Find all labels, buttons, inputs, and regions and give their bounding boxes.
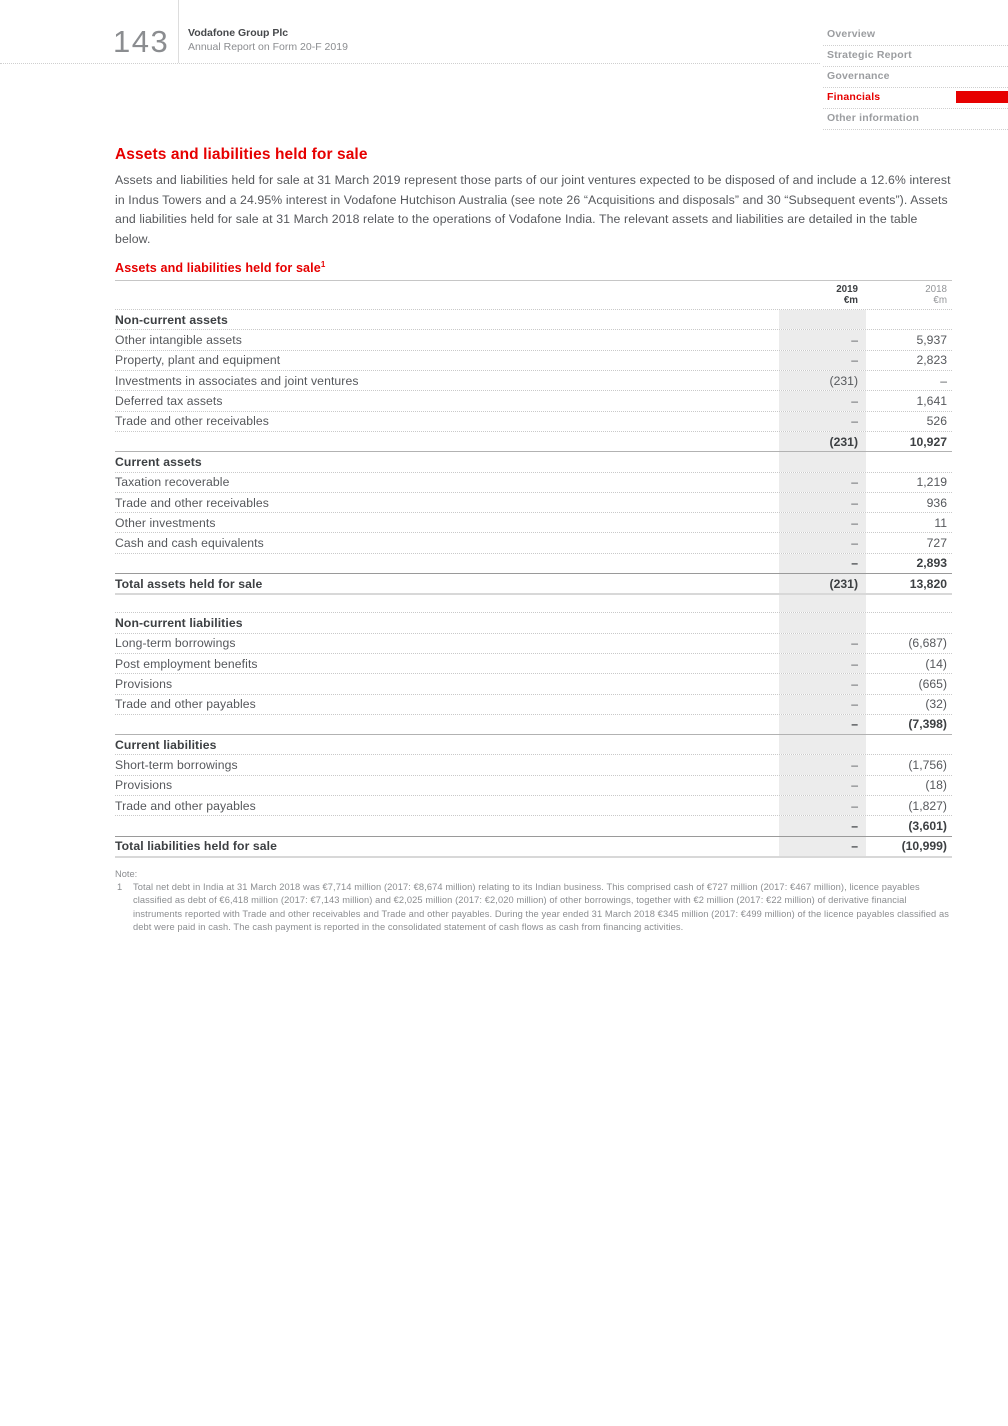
page-number: 143 bbox=[113, 24, 170, 59]
note-label: Note: bbox=[115, 868, 138, 879]
table-body bbox=[115, 309, 952, 858]
row-label: Trade and other receivables bbox=[115, 414, 270, 429]
value-2018: (10,999) bbox=[901, 839, 947, 854]
value-2018: 936 bbox=[926, 495, 947, 510]
row-label: Trade and other receivables bbox=[115, 495, 270, 510]
value-2019 bbox=[779, 452, 866, 471]
row-label: Provisions bbox=[115, 676, 173, 691]
nav-item-other-information[interactable] bbox=[823, 109, 1008, 130]
header-divider bbox=[178, 0, 179, 63]
table-row bbox=[115, 815, 952, 835]
row-label: Property, plant and equipment bbox=[115, 353, 281, 368]
table-row bbox=[115, 775, 952, 795]
note-marker: 1 bbox=[117, 881, 123, 892]
value-2019: – bbox=[779, 654, 866, 673]
table-row bbox=[115, 694, 952, 714]
table-title-note-ref: 1 bbox=[320, 260, 326, 269]
row-label: Other intangible assets bbox=[115, 333, 242, 348]
row-label: Short-term borrowings bbox=[115, 758, 238, 773]
value-2019: – bbox=[779, 554, 866, 573]
value-2018: (3,601) bbox=[908, 818, 947, 833]
row-label: Other investments bbox=[115, 515, 216, 530]
brand-block bbox=[188, 27, 348, 54]
table-row bbox=[115, 653, 952, 673]
value-2019: – bbox=[779, 412, 866, 431]
value-2018 bbox=[866, 735, 952, 754]
table-row bbox=[115, 633, 952, 653]
table-section-row bbox=[115, 309, 952, 329]
row-label: Cash and cash equivalents bbox=[115, 536, 264, 551]
row-label: Taxation recoverable bbox=[115, 475, 230, 490]
table-row bbox=[115, 329, 952, 349]
table-row bbox=[115, 795, 952, 815]
value-2019: (231) bbox=[779, 432, 866, 451]
unit-2018: €m bbox=[933, 295, 947, 307]
value-2018: 1,641 bbox=[916, 394, 947, 409]
value-2019: – bbox=[779, 695, 866, 714]
header-rule bbox=[0, 63, 820, 64]
row-label: Total assets held for sale bbox=[115, 576, 263, 591]
active-section-bar bbox=[956, 91, 1008, 103]
nav-item-strategic-report[interactable] bbox=[823, 46, 1008, 67]
row-label: Non-current liabilities bbox=[115, 615, 243, 630]
column-header-2019 bbox=[779, 284, 866, 306]
row-label bbox=[115, 715, 779, 734]
row-label: Long-term borrowings bbox=[115, 636, 236, 651]
table-row bbox=[115, 492, 952, 512]
note-text: Total net debt in India at 31 March 2018 was €7,714 million (2017: €8,674 million) relating to its Indian business. This comprised cash of €727 million (2017: €467 million), licence payables classified as debt of €6,418 million (2017: €7,143 million) and €2,025 million (2017: €2,020 million) of other borrowings, together with €2 million (2017: €22 million) of derivative financial instruments reported with Trade and other receivables and Trade and other payables. During the year ended 31 March 2018 €345 million (2017: €499 million) of the licence payables classified as debt were paid in cash. The cash payment is reported in the consolidated statement of cash flows as cash from financing activities. bbox=[133, 881, 950, 933]
table-row bbox=[115, 472, 952, 492]
table-row bbox=[115, 370, 952, 390]
row-label: Post employment benefits bbox=[115, 656, 258, 671]
row-label: Current liabilities bbox=[115, 737, 217, 752]
main-content bbox=[115, 146, 952, 935]
year-2019: 2019 bbox=[836, 284, 858, 296]
row-label: Provisions bbox=[115, 778, 173, 793]
nav-item-governance[interactable] bbox=[823, 67, 1008, 88]
value-2018: (665) bbox=[918, 676, 947, 691]
value-2018: 526 bbox=[926, 414, 947, 429]
table-title-text: Assets and liabilities held for sale bbox=[115, 261, 321, 276]
nav-item-label: Other information bbox=[827, 112, 920, 124]
value-2019 bbox=[779, 595, 866, 612]
row-label: Non-current assets bbox=[115, 312, 228, 327]
row-label bbox=[115, 554, 779, 573]
row-label: Trade and other payables bbox=[115, 798, 256, 813]
row-label bbox=[115, 432, 779, 451]
value-2018 bbox=[866, 613, 952, 632]
value-2019: – bbox=[779, 473, 866, 492]
brand-name: Vodafone Group Plc bbox=[188, 27, 289, 39]
value-2018: 13,820 bbox=[909, 576, 947, 591]
table-row bbox=[115, 411, 952, 431]
table-row bbox=[115, 350, 952, 370]
value-2018: 5,937 bbox=[916, 333, 947, 348]
table-row bbox=[115, 553, 952, 573]
value-2019: – bbox=[779, 493, 866, 512]
table-row bbox=[115, 673, 952, 693]
value-2018: 11 bbox=[934, 515, 947, 530]
value-2018: (18) bbox=[925, 778, 947, 793]
value-2019: – bbox=[779, 330, 866, 349]
note-items bbox=[115, 881, 952, 935]
table-row bbox=[115, 512, 952, 532]
header-label-spacer bbox=[115, 284, 779, 306]
footnotes bbox=[115, 868, 952, 935]
nav-item-label: Financials bbox=[827, 91, 881, 103]
page-title: Assets and liabilities held for sale bbox=[115, 146, 368, 163]
value-2019: – bbox=[779, 837, 866, 856]
row-label: Investments in associates and joint ventures bbox=[115, 373, 359, 388]
value-2019: – bbox=[779, 391, 866, 410]
value-2018: (6,687) bbox=[908, 636, 947, 651]
row-label: Trade and other payables bbox=[115, 697, 256, 712]
value-2018: (1,756) bbox=[908, 758, 947, 773]
value-2019: – bbox=[779, 776, 866, 795]
value-2018: 2,823 bbox=[916, 353, 947, 368]
value-2018 bbox=[866, 310, 952, 329]
value-2018: (7,398) bbox=[908, 717, 947, 732]
nav-item-label: Overview bbox=[827, 28, 876, 40]
nav-item-label: Strategic Report bbox=[827, 49, 912, 61]
value-2019: – bbox=[779, 513, 866, 532]
note-item bbox=[115, 881, 952, 935]
row-label bbox=[115, 595, 779, 612]
assets-liabilities-table bbox=[115, 280, 952, 858]
value-2018: (32) bbox=[925, 697, 947, 712]
value-2019: – bbox=[779, 755, 866, 774]
value-2018 bbox=[866, 595, 952, 612]
table-row bbox=[115, 532, 952, 552]
value-2019: (231) bbox=[779, 574, 866, 593]
value-2018: 1,219 bbox=[916, 475, 947, 490]
row-label: Deferred tax assets bbox=[115, 394, 223, 409]
value-2018: 727 bbox=[926, 536, 947, 551]
intro-paragraph: Assets and liabilities held for sale at 31 March 2019 represent those parts of our joint ventures expected to be disposed of and include a 12.6% interest in Indus Towers and a 24.95% interest in Vodafone Hutchison Australia (see note 26 “Acquisitions and disposals” and 30 “Subsequent events”). Assets and liabilities held for sale at 31 March 2018 relate to the operations of Vodafone India. The relevant assets and liabilities are detailed in the table below. bbox=[115, 173, 951, 246]
table-title bbox=[115, 258, 952, 280]
section-nav bbox=[823, 25, 1008, 130]
value-2019: – bbox=[779, 816, 866, 835]
report-title: Annual Report on Form 20-F 2019 bbox=[188, 40, 348, 53]
value-2018: (1,827) bbox=[908, 798, 947, 813]
value-2019: – bbox=[779, 674, 866, 693]
table-total-row bbox=[115, 836, 952, 858]
value-2019: – bbox=[779, 715, 866, 734]
value-2019: (231) bbox=[779, 371, 866, 390]
table-row bbox=[115, 754, 952, 774]
nav-item-overview[interactable] bbox=[823, 25, 1008, 46]
column-header-2018 bbox=[866, 284, 952, 306]
row-label: Current assets bbox=[115, 454, 202, 469]
value-2019 bbox=[779, 613, 866, 632]
value-2018: – bbox=[940, 373, 947, 388]
table-section-row bbox=[115, 451, 952, 471]
value-2018 bbox=[866, 452, 952, 471]
value-2019: – bbox=[779, 351, 866, 370]
nav-item-label: Governance bbox=[827, 70, 890, 82]
nav-item-financials[interactable] bbox=[823, 88, 1008, 109]
row-label bbox=[115, 816, 779, 835]
table-row bbox=[115, 390, 952, 410]
value-2018: (14) bbox=[925, 656, 947, 671]
value-2018: 10,927 bbox=[909, 434, 947, 449]
table-header-row bbox=[115, 280, 952, 309]
value-2019 bbox=[779, 735, 866, 754]
table-section-row bbox=[115, 734, 952, 754]
value-2019 bbox=[779, 310, 866, 329]
table-row bbox=[115, 431, 952, 451]
table-row bbox=[115, 714, 952, 734]
value-2019: – bbox=[779, 634, 866, 653]
value-2018: 2,893 bbox=[916, 556, 947, 571]
value-2019: – bbox=[779, 796, 866, 815]
table-section-row bbox=[115, 612, 952, 632]
table-spacer-row bbox=[115, 595, 952, 612]
row-label: Total liabilities held for sale bbox=[115, 839, 278, 854]
year-2018: 2018 bbox=[925, 284, 947, 296]
table-total-row bbox=[115, 573, 952, 595]
value-2019: – bbox=[779, 533, 866, 552]
unit-2019: €m bbox=[843, 295, 858, 307]
